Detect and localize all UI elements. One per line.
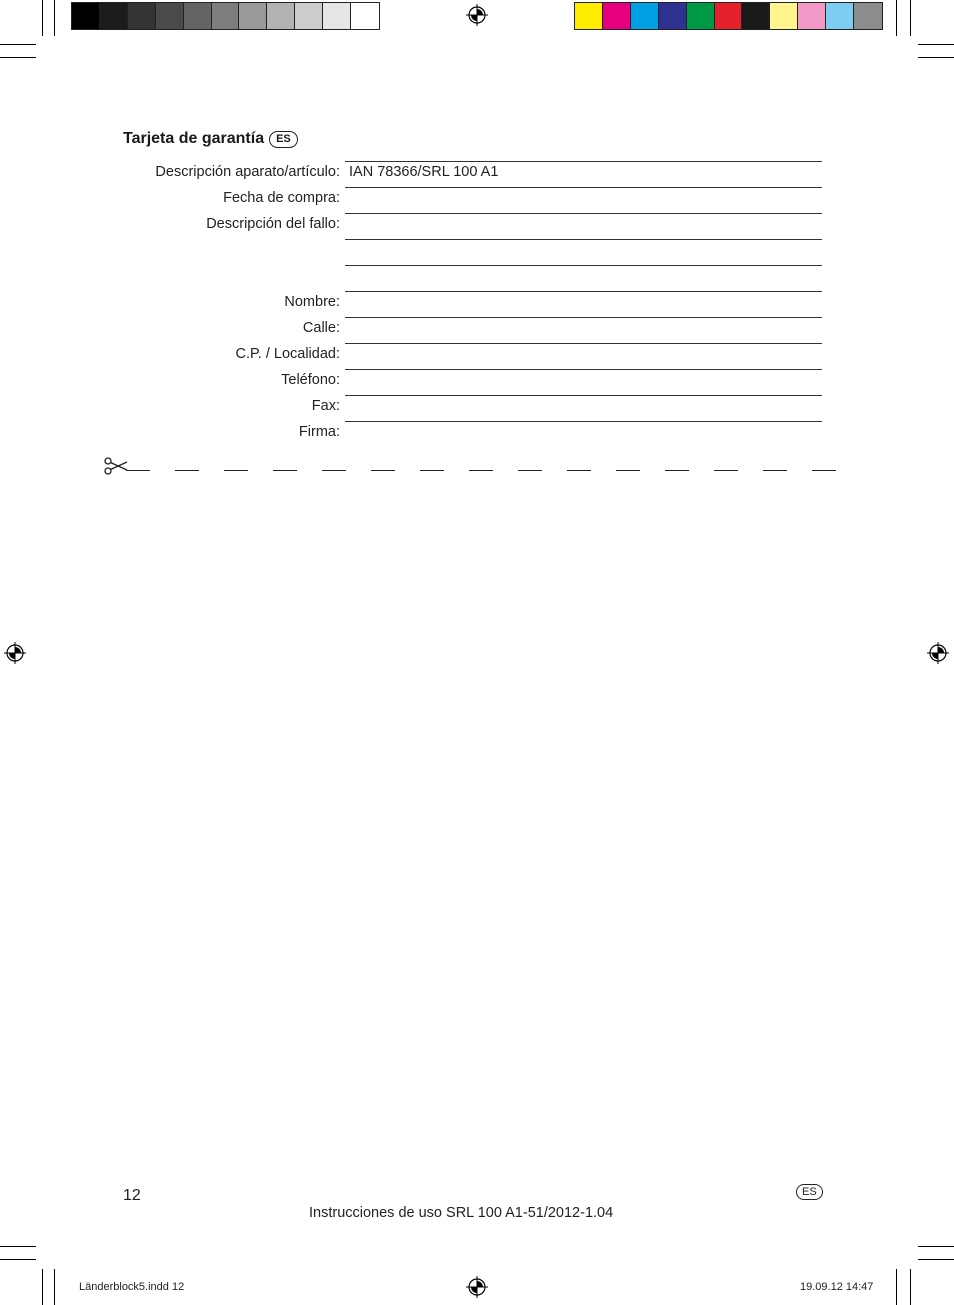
page-title: Tarjeta de garantía — [123, 130, 265, 147]
cut-line-dash — [175, 470, 199, 471]
form-field-label: Descripción aparato/artículo: — [155, 164, 340, 180]
form-field-label: Teléfono: — [281, 372, 340, 388]
color-swatch — [854, 3, 882, 29]
cut-line-dash — [812, 470, 836, 471]
cut-line-dash — [224, 470, 248, 471]
color-swatch — [295, 3, 323, 29]
color-swatch — [770, 3, 798, 29]
language-badge: ES — [796, 1184, 823, 1200]
form-rule-line — [345, 291, 822, 292]
warranty-card-title — [123, 130, 298, 148]
crop-mark — [0, 1259, 36, 1260]
color-swatch — [742, 3, 770, 29]
manual-reference: Instrucciones de uso SRL 100 A1-51/2012-1.04 — [309, 1205, 614, 1221]
crop-mark — [54, 1269, 55, 1305]
grayscale-color-bar — [71, 2, 380, 30]
cut-line-dash — [469, 470, 493, 471]
color-swatch — [212, 3, 240, 29]
form-rule-line — [345, 161, 822, 162]
crop-mark — [910, 1269, 911, 1305]
form-field-label: Descripción del fallo: — [206, 216, 340, 232]
cut-line-dash — [420, 470, 444, 471]
slug-file-name: Länderblock5.indd 12 — [79, 1281, 185, 1293]
form-field-label: C.P. / Localidad: — [235, 346, 340, 362]
crop-mark — [42, 1269, 43, 1305]
form-field-value[interactable]: IAN 78366/SRL 100 A1 — [349, 164, 499, 180]
registration-target-icon — [927, 642, 949, 664]
language-badge: ES — [269, 131, 298, 148]
crop-mark — [918, 1246, 954, 1247]
cut-line-dash — [273, 470, 297, 471]
form-rule-line — [345, 187, 822, 188]
slug-datetime: 19.09.12 14:47 — [800, 1281, 874, 1293]
page-number: 12 — [123, 1187, 141, 1204]
cut-line-dash — [665, 470, 689, 471]
color-swatch — [715, 3, 743, 29]
form-field-label: Fax: — [311, 398, 340, 414]
color-swatch — [575, 3, 603, 29]
crop-mark — [0, 1246, 36, 1247]
color-swatch — [184, 3, 212, 29]
crop-mark — [918, 44, 954, 45]
registration-target-icon — [4, 642, 26, 664]
form-rule-line — [345, 239, 822, 240]
crop-mark — [0, 57, 36, 58]
form-field-label: Fecha de compra: — [223, 190, 340, 206]
form-rule-line — [345, 317, 822, 318]
color-swatch — [659, 3, 687, 29]
form-rule-line — [345, 369, 822, 370]
form-rule-line — [345, 421, 822, 422]
crop-mark — [918, 57, 954, 58]
color-swatch — [687, 3, 715, 29]
crop-mark — [54, 0, 55, 36]
form-rule-line — [345, 213, 822, 214]
color-swatch — [72, 3, 100, 29]
form-rule-line — [345, 343, 822, 344]
cut-line-dash — [763, 470, 787, 471]
process-color-bar — [574, 2, 883, 30]
color-swatch — [631, 3, 659, 29]
crop-mark — [896, 0, 897, 36]
form-rule-line — [345, 265, 822, 266]
cut-line-dash — [126, 470, 150, 471]
color-swatch — [798, 3, 826, 29]
cut-line-dash — [567, 470, 591, 471]
crop-mark — [42, 0, 43, 36]
crop-mark — [0, 44, 36, 45]
crop-mark — [896, 1269, 897, 1305]
cut-line-dash — [518, 470, 542, 471]
color-swatch — [826, 3, 854, 29]
color-swatch — [128, 3, 156, 29]
crop-mark — [918, 1259, 954, 1260]
cut-line-dash — [371, 470, 395, 471]
color-swatch — [267, 3, 295, 29]
color-swatch — [603, 3, 631, 29]
registration-target-icon — [466, 1276, 488, 1298]
cut-line-dash — [322, 470, 346, 471]
registration-target-icon — [466, 4, 488, 26]
crop-mark — [910, 0, 911, 36]
color-swatch — [351, 3, 379, 29]
form-field-label: Firma: — [298, 424, 340, 440]
cut-line-dash — [714, 470, 738, 471]
cut-line-dash — [616, 470, 640, 471]
color-swatch — [239, 3, 267, 29]
form-rule-line — [345, 395, 822, 396]
color-swatch — [100, 3, 128, 29]
form-field-label: Nombre: — [284, 294, 340, 310]
form-field-label: Calle: — [302, 320, 340, 336]
color-swatch — [323, 3, 351, 29]
scissors-icon — [103, 456, 129, 476]
color-swatch — [156, 3, 184, 29]
